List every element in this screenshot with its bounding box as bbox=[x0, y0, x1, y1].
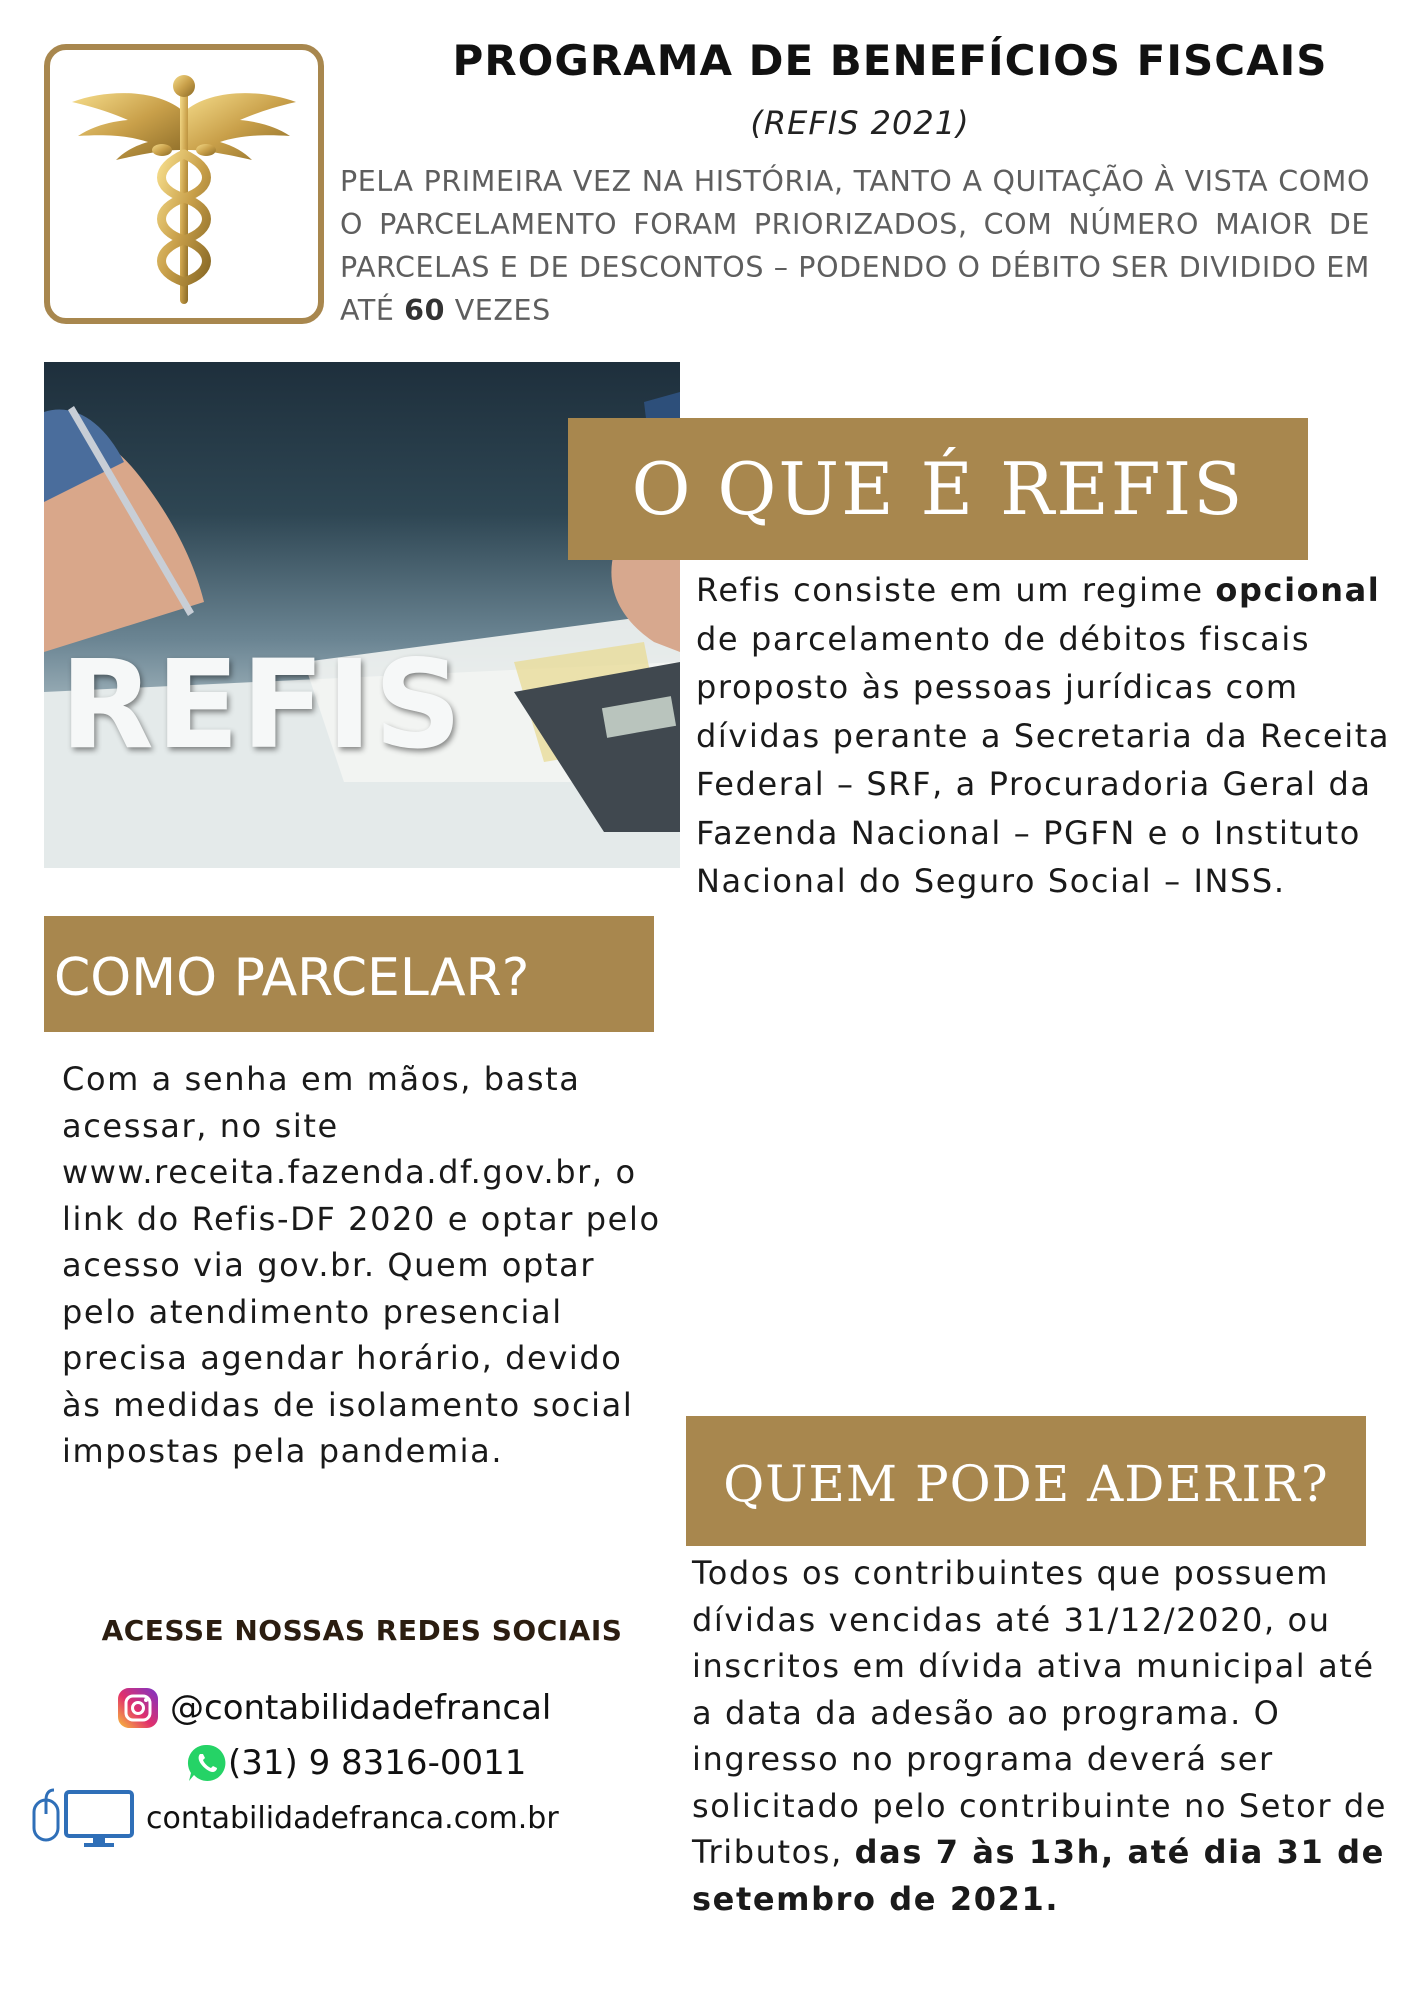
section-heading-refis: O QUE É REFIS bbox=[568, 418, 1308, 560]
website-url: contabilidadefranca.com.br bbox=[146, 1800, 559, 1836]
intro-text-part: VEZES bbox=[445, 294, 551, 327]
caduceus-icon bbox=[50, 50, 318, 318]
website-link[interactable] bbox=[30, 1786, 559, 1850]
page-title: PROGRAMA DE BENEFÍCIOS FISCAIS bbox=[452, 36, 1328, 85]
section-heading-parcelar: COMO PARCELAR? bbox=[44, 916, 654, 1032]
intro-text bbox=[340, 160, 1370, 332]
instagram-link[interactable] bbox=[116, 1686, 551, 1730]
parcelar-description: Com a senha em mãos, basta acessar, no site www.receita.fazenda.df.gov.br, o link do Refis-DF 2020 e optar pelo acesso via gov.br. Quem optar pelo atendimento presencial precisa agendar horário, devido às medidas de isolamento social impostas pela pandemia. bbox=[62, 1060, 661, 1470]
photo-refis-word: REFIS bbox=[60, 634, 464, 776]
refis-text-part: de parcelamento de débitos fiscais proposto às pessoas jurídicas com dívidas perante a Secretaria da Receita Federal – SRF, a Procuradoria Geral da Fazenda Nacional – PGFN e o Instituto Nacional do Seguro Social – INSS. bbox=[696, 619, 1391, 900]
computer-icon bbox=[30, 1786, 140, 1850]
refis-text-part: Refis consiste em um regime bbox=[696, 571, 1216, 609]
refis-text-highlight: opcional bbox=[1215, 571, 1381, 609]
intro-text-part: PELA PRIMEIRA VEZ NA HISTÓRIA, TANTO A QUITAÇÃO À VISTA COMO O PARCELAMENTO FORAM PRIORIZADOS, COM NÚMERO MAIOR DE PARCELAS E DE DESCONTOS – PODENDO O DÉBITO SER DIVIDIDO EM ATÉ bbox=[340, 165, 1370, 327]
whatsapp-link[interactable] bbox=[186, 1742, 526, 1784]
section-heading-quem: QUEM PODE ADERIR? bbox=[686, 1416, 1366, 1546]
whatsapp-icon bbox=[186, 1742, 228, 1784]
refis-description bbox=[696, 566, 1396, 906]
intro-highlight: 60 bbox=[404, 294, 446, 327]
logo bbox=[44, 44, 324, 324]
quem-description bbox=[692, 1550, 1392, 1922]
quem-text-part: Todos os contribuintes que possuem dívidas vencidas até 31/12/2020, ou inscritos em dívida ativa municipal até a data da adesão ao programa. O ingresso no programa deverá ser solicitado pelo contribuinte no Setor de Tributos, bbox=[692, 1554, 1388, 1871]
page-subtitle: (REFIS 2021) bbox=[750, 104, 970, 142]
quem-text-highlight: das 7 às 13h, até dia 31 de setembro de 2021. bbox=[692, 1833, 1385, 1918]
social-heading: ACESSE NOSSAS REDES SOCIAIS bbox=[101, 1614, 623, 1647]
whatsapp-number: (31) 9 8316-0011 bbox=[228, 1743, 527, 1783]
instagram-handle: @contabilidadefrancal bbox=[170, 1688, 552, 1728]
instagram-icon bbox=[116, 1686, 160, 1730]
